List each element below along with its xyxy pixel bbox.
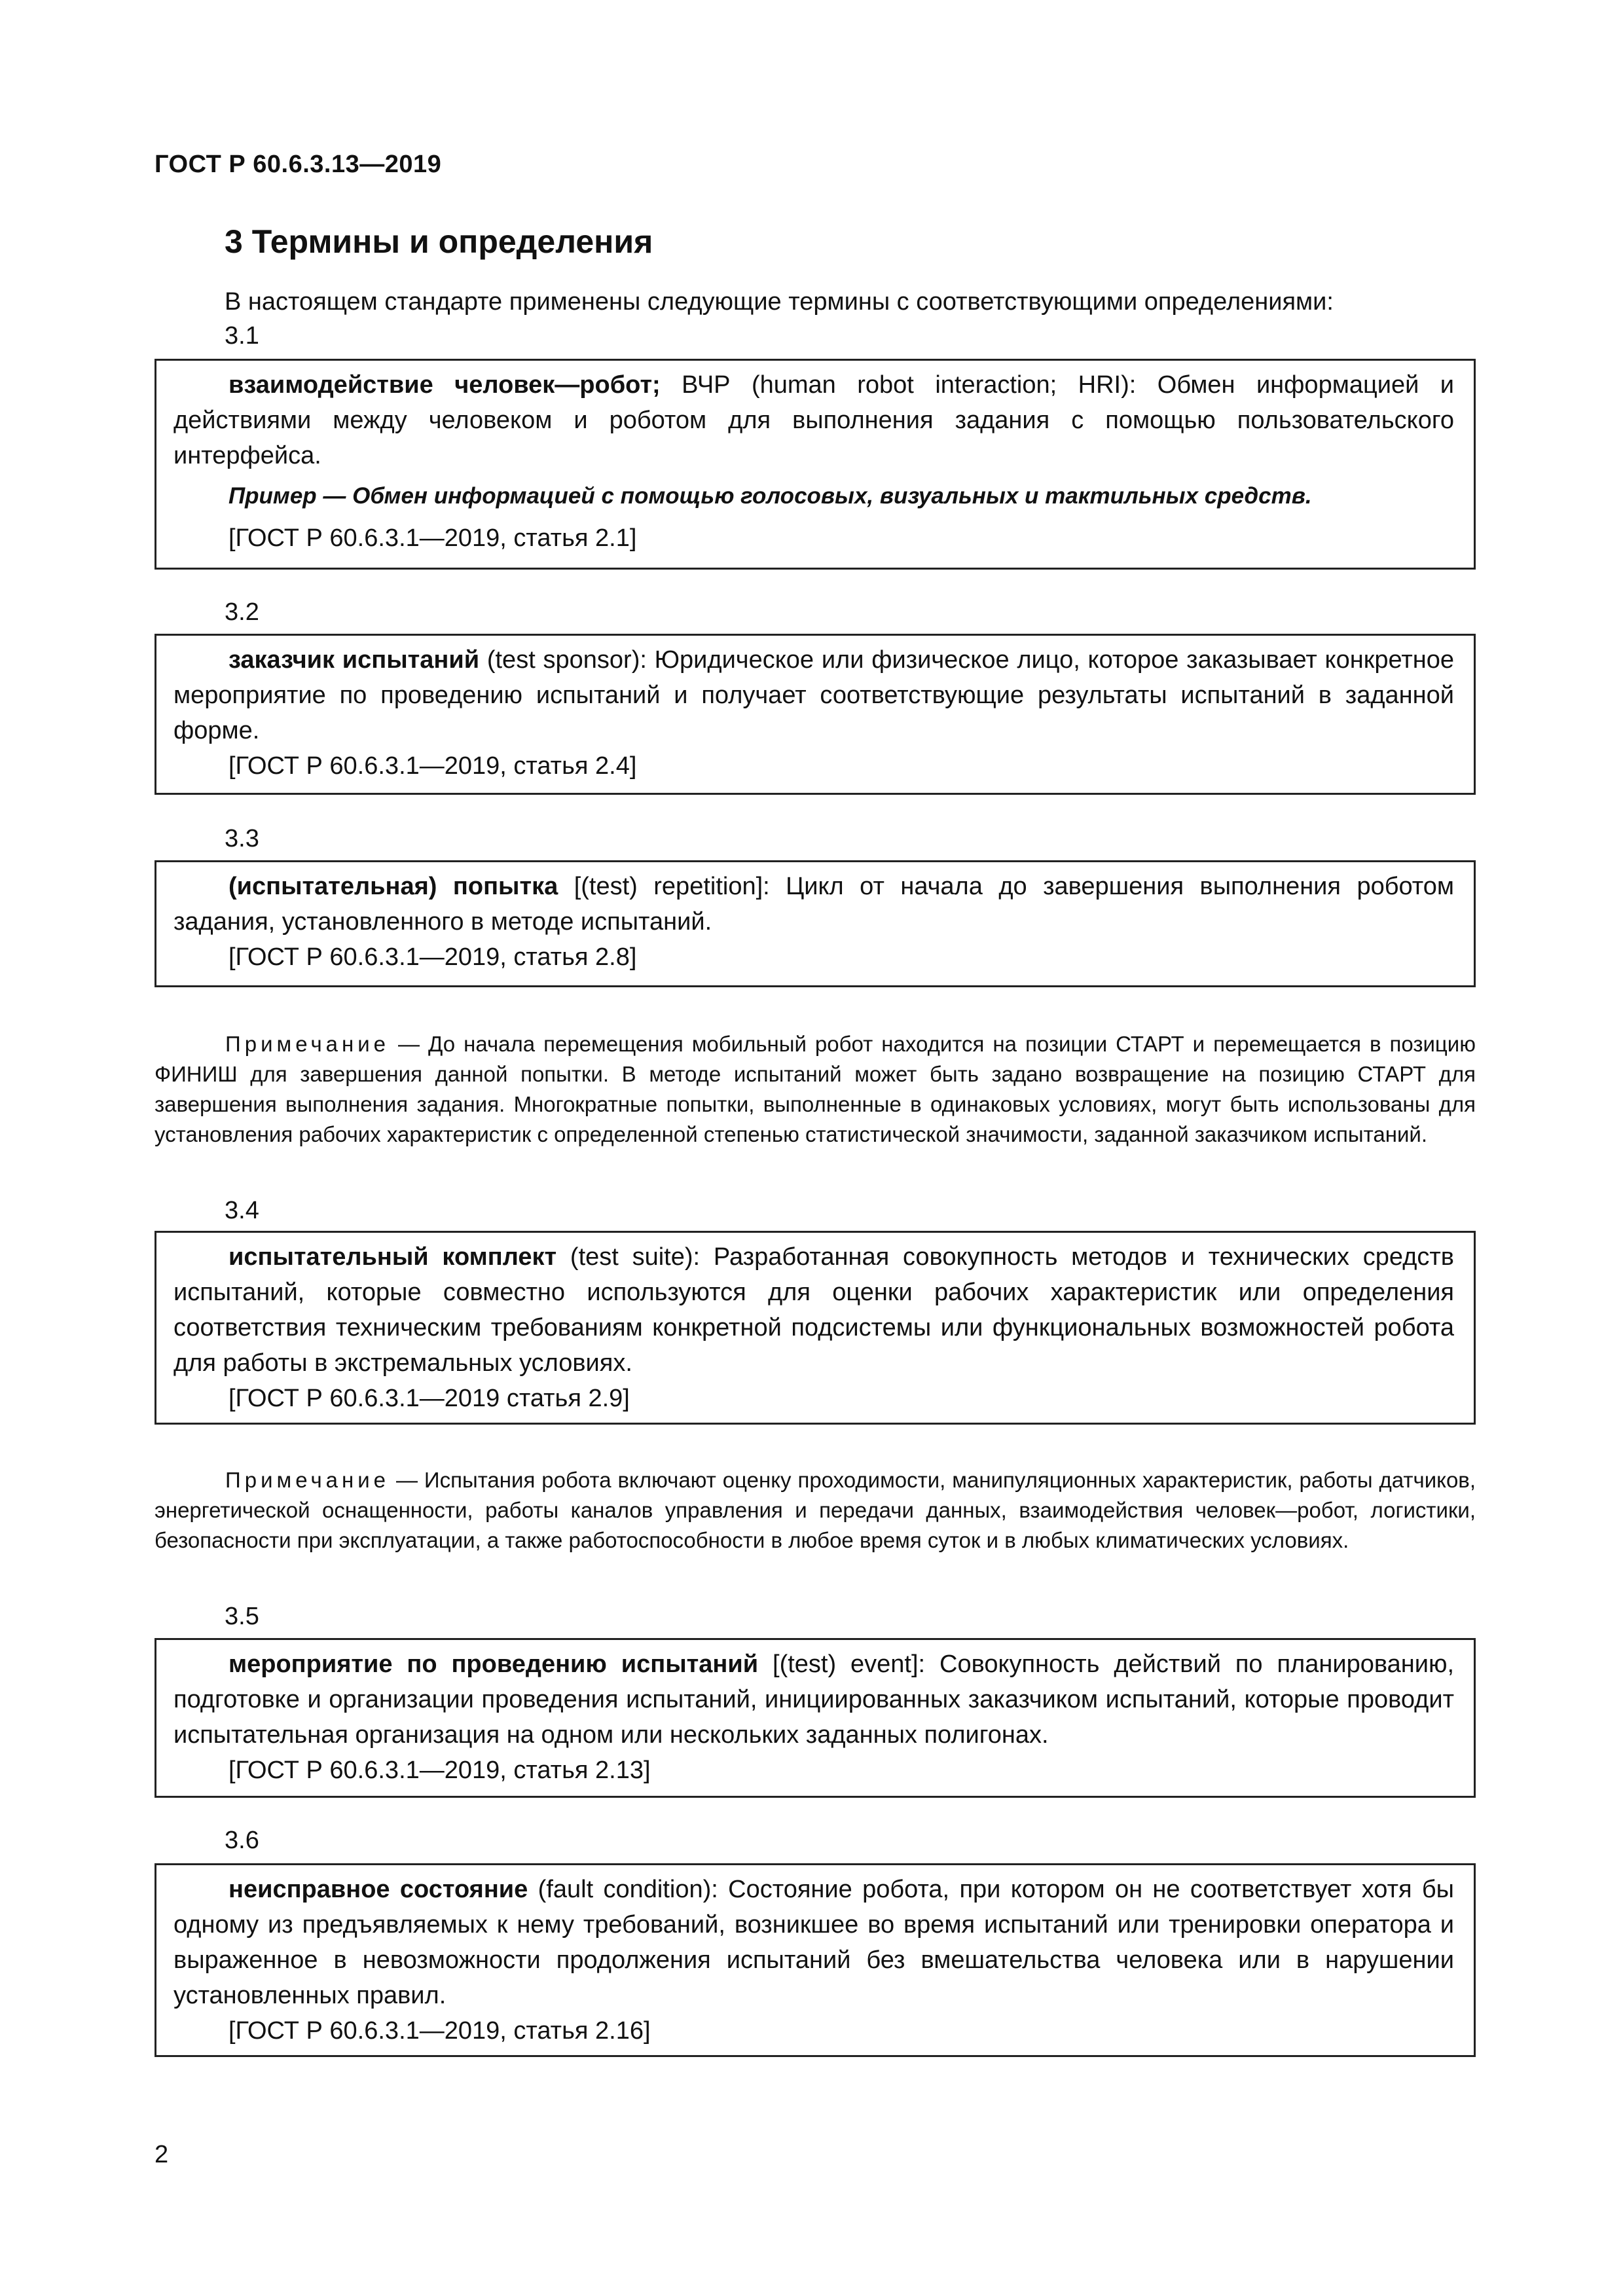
- term-text: ВЧР (human robot interaction; HRI): Обмен информацией и действиями между человеком и роботом для выполнения задания с помощью пользовательского интерфейса.: [173, 371, 1454, 469]
- term-reference: [ГОСТ Р 60.6.3.1—2019, статья 2.8]: [228, 943, 637, 971]
- term-name: неисправное состояние: [228, 1876, 528, 1903]
- term-number: 3.2: [225, 598, 259, 626]
- term-definition: [173, 367, 1454, 473]
- section-title: 3 Термины и определения: [225, 223, 653, 260]
- term-reference: [ГОСТ Р 60.6.3.1—2019, статья 2.13]: [228, 1757, 651, 1784]
- term-definition: [173, 1239, 1454, 1381]
- term-number: 3.4: [225, 1197, 259, 1224]
- term-box: [155, 359, 1476, 570]
- term-box: [155, 1638, 1476, 1798]
- term-name: мероприятие по проведению испытаний: [228, 1650, 759, 1678]
- note-text: — До начала перемещения мобильный робот находится на позиции СТАРТ и перемещается в позицию ФИНИШ для завершения данной попытки. В методе испытаний может быть задано возвращение на позицию СТАРТ для завершения выполнения задания. Многократные попытки, выполненные в одинаковых условиях, могут быть использованы для установления рабочих характеристик с определенной степенью статистической значимости, заданной заказчиком испытаний.: [155, 1032, 1476, 1146]
- term-name: заказчик испытаний: [228, 646, 480, 674]
- term-name: (испытательная) попытка: [228, 873, 558, 900]
- term-reference: [ГОСТ Р 60.6.3.1—2019, статья 2.1]: [228, 524, 637, 552]
- term-number: 3.5: [225, 1603, 259, 1630]
- term-definition: [173, 1872, 1454, 2013]
- term-box: [155, 1863, 1476, 2057]
- page-number: 2: [155, 2141, 169, 2168]
- term-definition: [173, 1647, 1454, 1753]
- note-label: Примечание: [225, 1032, 390, 1056]
- note-label: Примечание: [225, 1468, 390, 1492]
- term-number: 3.6: [225, 1827, 259, 1854]
- term-text: (test sponsor): Юридическое или физическое лицо, которое заказывает конкретное мероприятие по проведению испытаний и получает соответствующие результаты испытаний в заданной форме.: [173, 646, 1454, 744]
- term-number: 3.3: [225, 825, 259, 852]
- term-text: [(test) event]: Совокупность действий по планированию, подготовке и организации проведения испытаний, инициированных заказчиком испытаний, которые проводит испытательная организация на одном или нескольких заданных полигонах.: [173, 1650, 1455, 1749]
- term-text: (test suite): Разработанная совокупность методов и технических средств испытаний, которые совместно используются для оценки рабочих характеристик или определения соответствия техническим требованиям конкретной подсистемы или функциональных возможностей робота для работы в экстремальных условиях.: [173, 1243, 1454, 1377]
- intro-text: В настоящем стандарте применены следующие термины с соответствующими определениями:: [225, 288, 1334, 316]
- term-number: 3.1: [225, 322, 259, 350]
- term-definition: [173, 642, 1454, 748]
- term-text: (fault condition): Состояние робота, при котором он не соответствует хотя бы одному из предъявляемых к нему требований, возникшее во время испытаний или тренировки оператора и выраженное в невозможности продолжения испытаний без вмешательства человека или в нарушении установленных правил.: [173, 1876, 1454, 2009]
- term-definition: [173, 869, 1454, 939]
- term-box: [155, 634, 1476, 795]
- term-text: [(test) repetition]: Цикл от начала до завершения выполнения роботом задания, установленного в методе испытаний.: [173, 873, 1455, 936]
- term-name: испытательный комплект: [228, 1243, 557, 1271]
- document-header: ГОСТ Р 60.6.3.13—2019: [155, 151, 442, 178]
- term-box: [155, 860, 1476, 987]
- term-reference: [ГОСТ Р 60.6.3.1—2019, статья 2.16]: [228, 2017, 651, 2045]
- term-reference: [ГОСТ Р 60.6.3.1—2019 статья 2.9]: [228, 1385, 630, 1412]
- term-reference: [ГОСТ Р 60.6.3.1—2019, статья 2.4]: [228, 752, 637, 780]
- note-text: — Испытания робота включают оценку проходимости, манипуляционных характеристик, работы датчиков, энергетической оснащенности, работы каналов управления и передачи данных, взаимодействия человек—робот, логистики, безопасности при эксплуатации, а также работоспособности в любое время суток и в любых климатических условиях.: [155, 1468, 1476, 1552]
- note-paragraph: [155, 1465, 1476, 1556]
- term-name: взаимодействие человек—робот;: [228, 371, 661, 399]
- note-paragraph: [155, 1029, 1476, 1150]
- term-example: Пример — Обмен информацией с помощью голосовых, визуальных и тактильных средств.: [228, 483, 1312, 509]
- term-box: [155, 1231, 1476, 1425]
